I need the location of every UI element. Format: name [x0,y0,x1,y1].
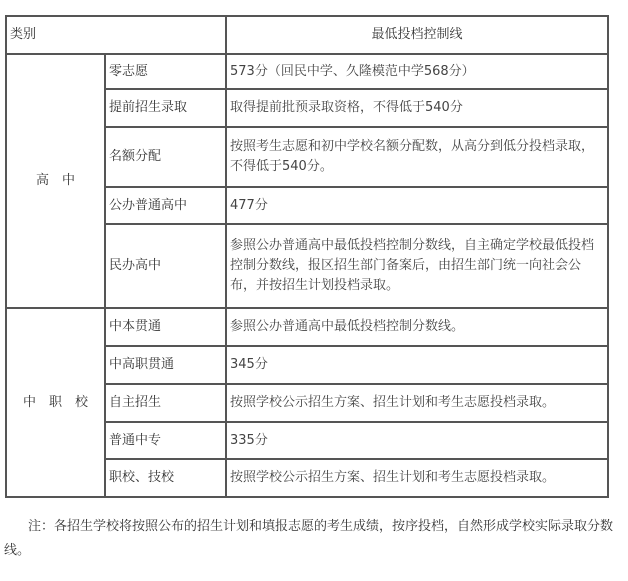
row-rule: 参照公办普通高中最低投档控制分数线。 [226,308,608,346]
table-row [6,308,608,346]
row-rule: 按照学校公示招生方案、招生计划和考生志愿投档录取。 [226,459,608,497]
group-label-high-school: 高 中 [6,54,105,308]
row-rule: 按照考生志愿和初中学校名额分配数，从高分到低分投档录取，不得低于540分。 [226,127,608,187]
row-type: 普通中专 [105,422,226,459]
footnote: 注：各招生学校将按照公布的招生计划和填报志愿的考生成绩，按序投档，自然形成学校实际录取分数线。 [4,519,614,558]
group-label-vocational: 中 职 校 [6,308,105,497]
row-type: 名额分配 [105,127,226,187]
header-row [6,16,608,54]
row-type: 中本贯通 [105,308,226,346]
row-rule: 参照公办普通高中最低投档控制分数线，自主确定学校最低投档控制分数线，报区招生部门备案后，由招生部门统一向社会公布，并按招生计划投档录取。 [226,224,608,308]
row-rule: 477分 [226,187,608,224]
row-rule: 345分 [226,346,608,384]
header-category: 类别 [6,16,226,54]
row-rule: 573分（回民中学、久隆模范中学568分） [226,54,608,89]
row-type: 中高职贯通 [105,346,226,384]
row-type: 民办高中 [105,224,226,308]
row-type: 自主招生 [105,384,226,422]
admission-control-table [5,15,609,498]
row-type: 零志愿 [105,54,226,89]
row-rule: 取得提前批预录取资格，不得低于540分 [226,89,608,127]
row-type: 职校、技校 [105,459,226,497]
row-rule: 335分 [226,422,608,459]
header-control-line: 最低投档控制线 [226,16,608,54]
row-type: 公办普通高中 [105,187,226,224]
row-rule: 按照学校公示招生方案、招生计划和考生志愿投档录取。 [226,384,608,422]
table-row [6,54,608,89]
row-type: 提前招生录取 [105,89,226,127]
